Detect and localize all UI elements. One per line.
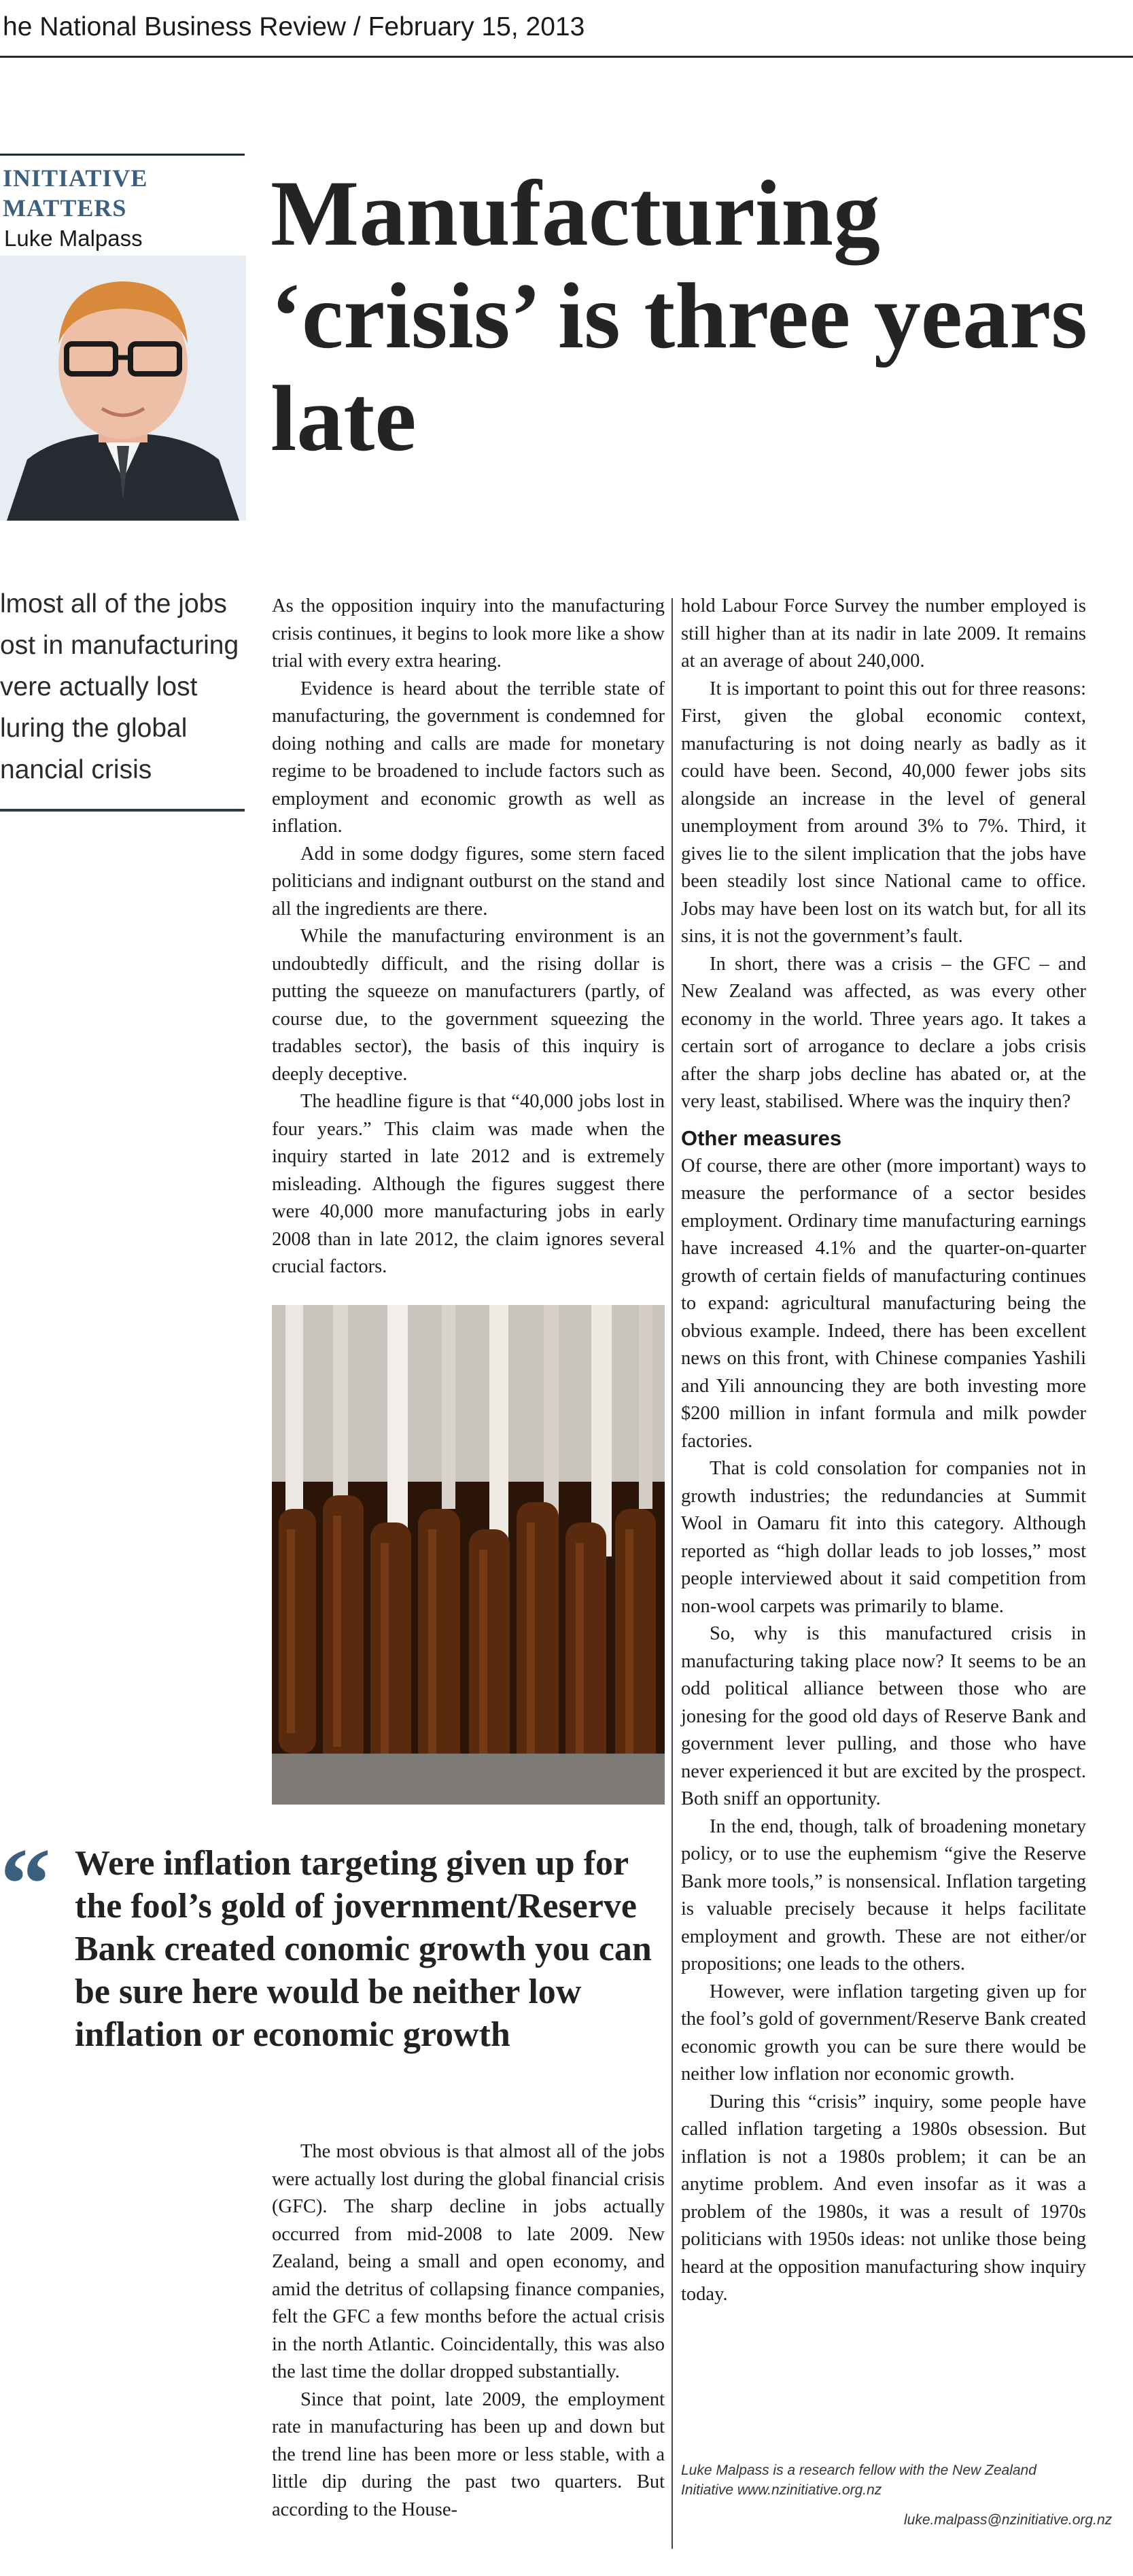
article-column-1-continued bbox=[272, 2138, 665, 2524]
paragraph: That is cold consolation for companies not in growth industries; the redundancies at Summit Wool in Oamaru fit into this category. Although reported as “high dollar leads to job losses,” most people interviewed about it said competition from non-wool carpets was primarily to blame. bbox=[681, 1458, 1086, 1617]
masthead-title: he National Business Review / February 15, 2013 bbox=[3, 12, 585, 41]
author-byline: Luke Malpass bbox=[4, 226, 143, 251]
paragraph: In the end, though, talk of broadening monetary policy, or to use the euphemism “give the Reserve Bank more tools,” is nonsensical. Inflation targeting is valuable precisely because it helps facilitate employment and growth. These are not either/or propositions; one leads to the others. bbox=[681, 1815, 1086, 1974]
article-column-1 bbox=[272, 593, 665, 1281]
column-name-line1: INITIATIVE bbox=[3, 164, 148, 192]
column-bottom-rule bbox=[0, 809, 245, 812]
subheading: Other measures bbox=[681, 1126, 842, 1150]
column-name bbox=[3, 163, 147, 223]
author-email: luke.malpass@nzinitiative.org.nz bbox=[904, 2512, 1113, 2528]
masthead-bar bbox=[0, 0, 1133, 58]
pullquote bbox=[0, 1842, 652, 2056]
paragraph: hold Labour Force Survey the number employed is still higher than at its nadir in late 2009. It remains at an average of about 240,000. bbox=[681, 595, 1086, 672]
headline: Manufacturing ‘crisis’ is three years late bbox=[271, 161, 1087, 470]
column-divider bbox=[672, 598, 673, 2549]
side-pullquote: lmost all of the jobs ost in manufacturing vere actually lost luring the global nancial crisis bbox=[0, 589, 239, 784]
paragraph: It is important to point this out for three reasons: First, given the global economic context, manufacturing is not doing nearly as badly as it could have been. Second, 40,000 fewer jobs sits alongside an increase in the level of general unemployment from around 3% to 7%. Third, it gives lie to the silent implication that the jobs have been steadily lost since National came to office. Jobs may have been lost on its watch but, for all its sins, it is not the government’s fault. bbox=[681, 678, 1086, 947]
paragraph: Evidence is heard about the terrible state of manufacturing, the government is condemned for doing nothing and calls are made for monetary regime to be broadened to include factors such as employment and economic growth as well as inflation. bbox=[272, 678, 665, 837]
paragraph: In short, there was a crisis – the GFC – and New Zealand was affected, as was every other economy in the world. Three years ago. It takes a certain sort of arrogance to declare a jobs crisis after the sharp jobs decline has abated or, at the very least, stabilised. Where was the inquiry then? bbox=[681, 953, 1086, 1112]
paragraph: However, were inflation targeting given up for the fool’s gold of government/Reserve Bank created economic growth you can be sure there would be neither low inflation nor economic growth. bbox=[681, 1981, 1086, 2085]
paragraph: The headline figure is that “40,000 jobs lost in four years.” This claim was made when the inquiry started in late 2012 and is extremely misleading. Although the figures suggest there were 40,000 more manufacturing jobs in early 2008 than in late 2012, the claim ignores several crucial factors. bbox=[272, 1091, 665, 1277]
paragraph: During this “crisis” inquiry, some people have called inflation targeting a 1980s obsession. But inflation is not a 1980s problem; it can be an anytime problem. And even insofar as it was a problem of the 1980s, it was a result of 1970s politicians with 1950s ideas: not unlike those being heard at the opposition manufacturing show inquiry today. bbox=[681, 2091, 1086, 2305]
author-bio-note: Luke Malpass is a research fellow with the New Zealand Initiative www.nzinitiative.org.nz bbox=[681, 2462, 1036, 2498]
paragraph: While the manufacturing environment is an undoubtedly difficult, and the rising dollar is putting the squeeze on manufacturers (partly, of course due, to the government squeezing the tradables sector), the basis of this inquiry is deeply deceptive. bbox=[272, 926, 665, 1085]
paragraph: Of course, there are other (more important) ways to measure the performance of a sector besides employment. Ordinary time manufacturing earnings have increased 4.1% and the quarter-on-quarter growth of certain fields of manufacturing continues to expand: agricultural manufacturing being the obvious example. Indeed, there has been excellent news on this front, with Chinese companies Yashili and Yili announcing they are both investing more $200 million in infant formula and milk powder factories. bbox=[681, 1155, 1086, 1452]
author-portrait-image bbox=[0, 256, 246, 521]
column-name-line2: MATTERS bbox=[3, 194, 127, 222]
paragraph: As the opposition inquiry into the manufacturing crisis continues, it begins to look more like a show trial with every extra hearing. bbox=[272, 595, 665, 672]
paragraph: Add in some dodgy figures, some stern faced politicians and indignant outburst on the stand and all the ingredients are there. bbox=[272, 843, 665, 920]
bottling-line-photo bbox=[272, 1305, 665, 1805]
pullquote-text: Were inflation targeting given up for the fool’s gold of jovernment/Reserve Bank created conomic growth you can be sure here would be neither low inflation or economic growth bbox=[75, 1844, 652, 2054]
article-column-2 bbox=[681, 593, 1086, 2309]
quote-mark-icon: “ bbox=[0, 1828, 51, 1940]
paragraph: The most obvious is that almost all of the jobs were actually lost during the global financial crisis (GFC). The sharp decline in jobs actually occurred from mid-2008 to late 2009. New Zealand, being a small and open economy, and amid the detritus of collapsing finance companies, felt the GFC a few months before the actual crisis in the north Atlantic. Coincidentally, this was also the last time the dollar dropped substantially. bbox=[272, 2141, 665, 2382]
paragraph: Since that point, late 2009, the employment rate in manufacturing has been up and down but the trend line has been more or less stable, with a little dip during the past two quarters. But according to the House- bbox=[272, 2388, 665, 2520]
column-top-rule bbox=[0, 154, 245, 156]
author-portrait bbox=[0, 256, 246, 521]
bottles-image bbox=[272, 1305, 665, 1805]
paragraph: So, why is this manufactured crisis in manufacturing taking place now? It seems to be an odd political alliance between those who are jonesing for the good old days of Reserve Bank and government lever pulling, and those who have never experienced it but are excited by the prospect. Both sniff an opportunity. bbox=[681, 1623, 1086, 1809]
